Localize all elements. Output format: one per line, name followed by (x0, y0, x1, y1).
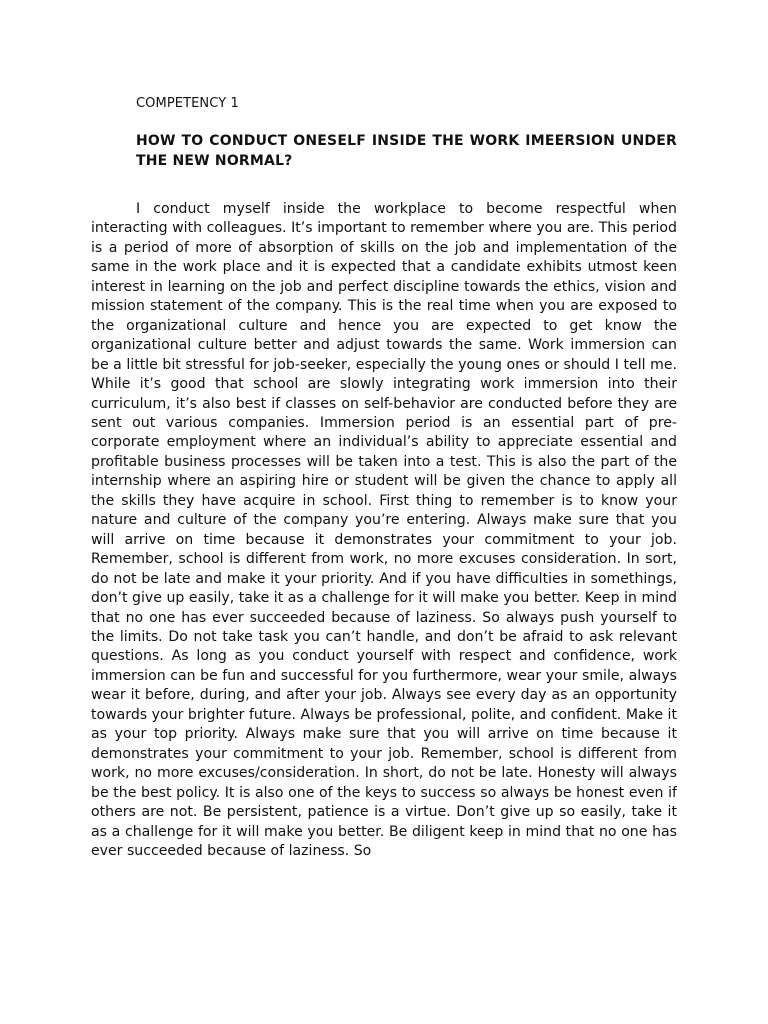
body-paragraph: I conduct myself inside the workplace to become respectful when interacting with colleagues. It’s important to remember where you are. This period is a period of more of absorption of skills on the job and implementation of the same in the work place and it is expected that a candidate exhibits utmost keen interest in learning on the job and perfect discipline towards the ethics, vision and mission statement of the company. This is the real time when you are exposed to the organizational culture and hence you are expected to get know the organizational culture better and adjust towards the same. Work immersion can be a little bit stressful for job-seeker, especially the young ones or should I tell me. While it’s good that school are slowly integrating work immersion into their curriculum, it’s also best if classes on self-behavior are conducted before they are sent out various companies. Immersion period is an essential part of pre-corporate employment where an individual’s ability to appreciate essential and profitable business processes will be taken into a test. This is also the part of the internship where an aspiring hire or student will be given the chance to apply all the skills they have acquire in school. First thing to remember is to know your nature and culture of the company you’re entering. Always make sure that you will arrive on time because it demonstrates your commitment to your job. Remember, school is different from work, no more excuses consideration. In sort, do not be late and make it your priority. And if you have difficulties in somethings, don’t give up easily, take it as a challenge for it will make you better. Keep in mind that no one has ever succeeded because of laziness. So always push yourself to the limits. Do not take task you can’t handle, and don’t be afraid to ask relevant questions. As long as you conduct yourself with respect and confidence, work immersion can be fun and successful for you furthermore, wear your smile, always wear it before, during, and after your job. Always see every day as an opportunity towards your brighter future. Always be professional, polite, and confident. Make it as your top priority. Always make sure that you will arrive on time because it demonstrates your commitment to your job. Remember, school is different from work, no more excuses/consideration. In short, do not be late. Honesty will always be the best policy. It is also one of the keys to success so always be honest even if others are not. Be persistent, patience is a virtue. Don’t give up so easily, take it as a challenge for it will make you better. Be diligent keep in mind that no one has ever succeeded because of laziness. So (91, 201, 677, 859)
document-title: HOW TO CONDUCT ONESELF INSIDE THE WORK IMEERSION UNDER THE NEW NORMAL? (136, 133, 677, 169)
competency-label: COMPETENCY 1 (136, 96, 239, 111)
